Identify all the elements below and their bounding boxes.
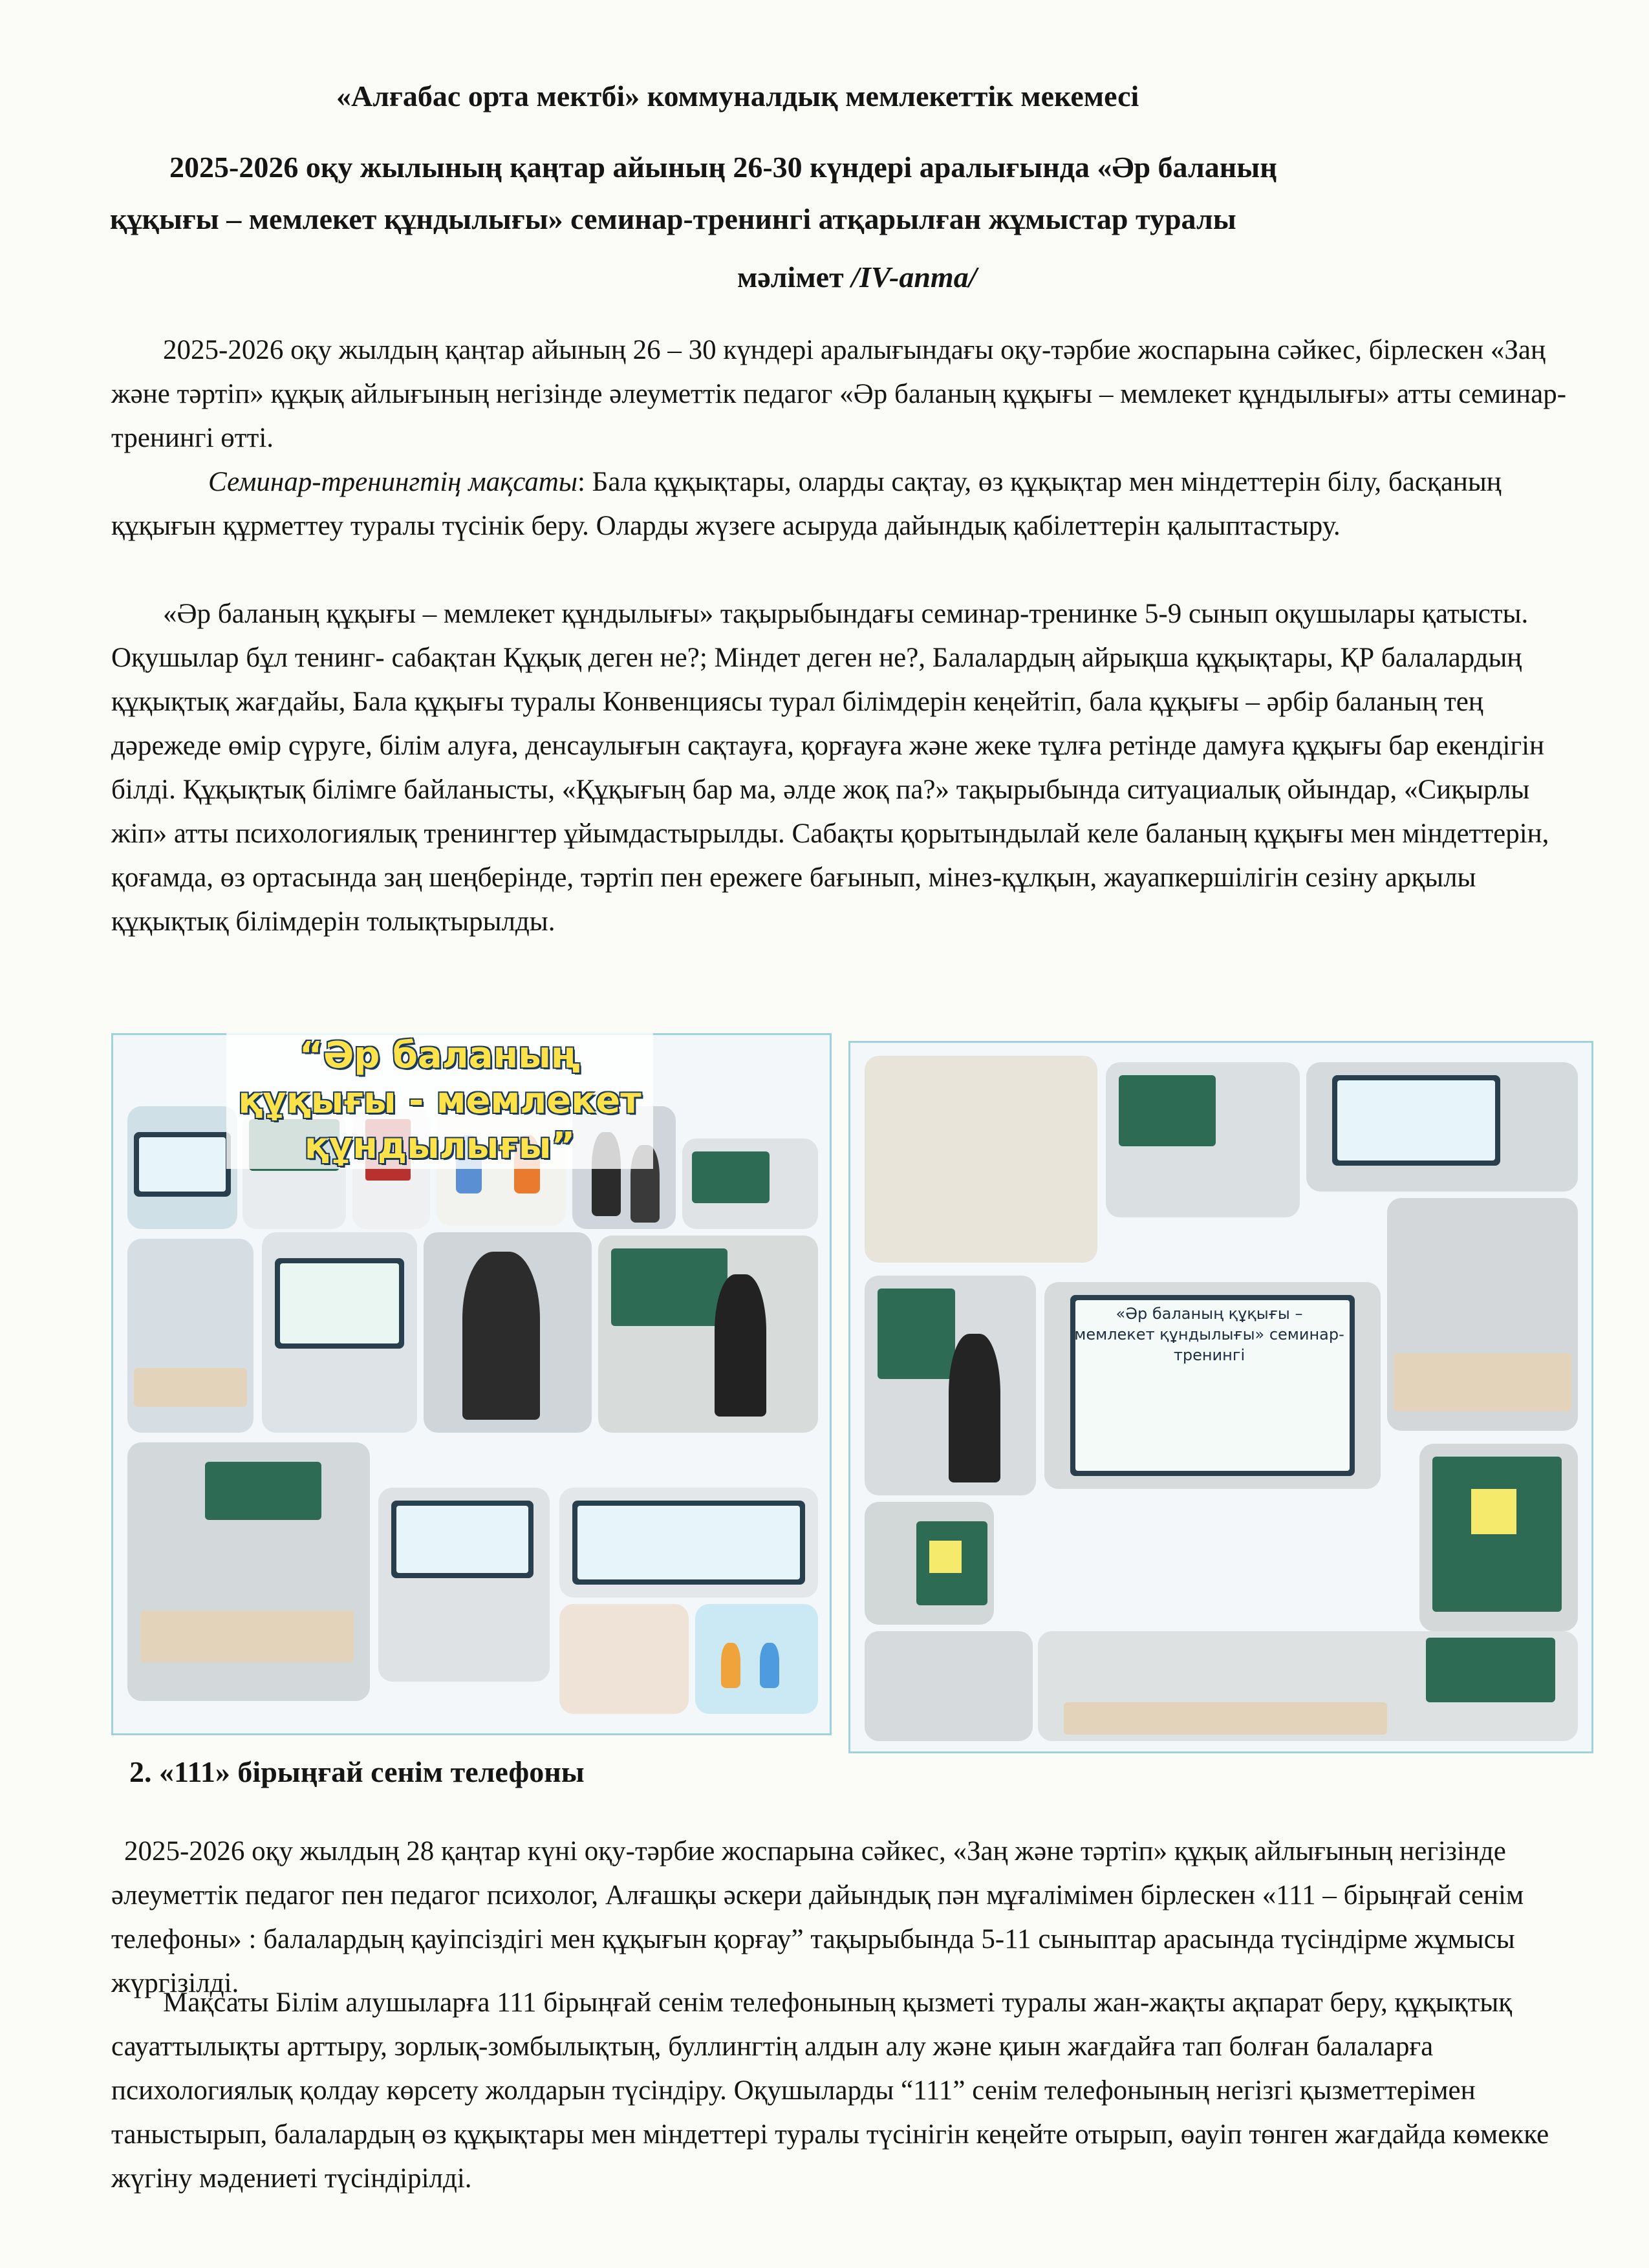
collage-banner-title: “Әр баланың құқығы - мемлекет құндылығы” bbox=[226, 1033, 653, 1169]
goal-lead: Семинар-тренингтің мақсаты bbox=[208, 467, 577, 497]
photo-boy-at-board bbox=[865, 1276, 1036, 1495]
photo-class-screen bbox=[378, 1488, 550, 1682]
photo-un-slide bbox=[559, 1488, 818, 1598]
goal-text: : Бала құқықтары, оларды сақтау, өз құқықтар мен міндеттерін білу, басқаның құқығын құрметтеу туралы түсінік беру. Оларды жүзеге асыруда дайындық қабілеттерін қалыптастыру. bbox=[111, 467, 1502, 541]
goal-paragraph bbox=[111, 460, 1586, 548]
photo-classroom-screen bbox=[1306, 1062, 1578, 1192]
photo-presentation-screen bbox=[262, 1232, 417, 1433]
photo-students-at-desks bbox=[127, 1239, 253, 1433]
seminar-description-paragraph: «Әр баланың құқығы – мемлекет құндылығы» тақырыбындағы семинар-тренинке 5-9 сынып оқушылары қатысты. Оқушылар бұл тенинг- сабақтан Құқық деген не?; Міндет деген не?, Балалардың айрықша құқықтары, ҚР балалардың құқықтық жағдайы, Бала құқығы туралы Конвенциясы турал білімдерін кеңейтіп, бала құқығы – әрбір баланың тең дәрежеде өмір сүруге, білім алуға, денсаулығын сақтауға, қорғауға және жеке тұлға ретінде дамуға құқығы бар екендігін білді. Құқықтық білімге байланысты, «Құқығың бар ма, әлде жоқ па?» тақырыбында ситуациалық ойындар, «Сиқырлы жіп» атты психологиялық тренингтер ұйымдастырылды. Сабақты қорытындылай келе баланың құқығы мен міндеттерін, қоғамда, өз ортасында заң шеңберінде, тәртіп пен ережеге бағынып, мінез-құлқын, жауапкершілігін сезіну арқылы құқықтық білімдерін толықтырылды. bbox=[111, 599, 1549, 937]
photo-teacher-closeup bbox=[424, 1232, 592, 1433]
report-title-line-3 bbox=[737, 260, 976, 294]
week-label: /IV-апта/ bbox=[851, 261, 977, 294]
photo-collage-right bbox=[848, 1041, 1593, 1753]
report-title-line-1: 2025-2026 оқу жылының қаңтар айының 26-30 күндері аралығында «Әр баланың bbox=[169, 151, 1277, 184]
photo-cartoon-slide bbox=[695, 1604, 818, 1714]
hotline-paragraph: 2025-2026 оқу жылдың 28 қаңтар күні оқу-тәрбие жоспарына сәйкес, «Заң және тәртіп» құқық айлығының негізінде әлеуметтік педагог пен педагог психолог, Алғашқы әскери дайындық пән мұғалімімен бірлескен «111 – бірыңғай сенім телефоны» : балалардың қауіпсіздігі мен құқығын қорғау” тақырыбында 5-11 сыныптар арасында түсіндірме жұмысы жүргізілді. bbox=[111, 1836, 1524, 1998]
photo-classroom-board bbox=[682, 1139, 818, 1229]
photo-board-activity bbox=[598, 1236, 818, 1433]
photo-sticky-note-board bbox=[1419, 1444, 1578, 1631]
intro-paragraph: 2025-2026 оқу жылдың қаңтар айының 26 – 30 күндері аралығындағы оқу-тәрбие жоспарына сәйкес, бірлескен «Заң және тәртіп» құқық айлығының негізінде әлеуметтік педагог «Әр баланың құқығы – мемлекет құндылығы» атты семинар-тренингі өтті. bbox=[111, 335, 1567, 453]
photo-teacher-at-board bbox=[1106, 1062, 1300, 1217]
photo-students-group bbox=[865, 1631, 1033, 1741]
photo-classroom-rows bbox=[1038, 1631, 1578, 1741]
photo-paper-wall bbox=[865, 1056, 1097, 1263]
report-title-line-2: құқығы – мемлекет құндылығы» семинар-тренингі атқарылған жұмыстар туралы bbox=[110, 202, 1236, 235]
seminar-slide-title: «Әр баланың құқығы – мемлекет құндылығы» семинар-тренингі bbox=[1074, 1305, 1344, 1364]
school-name-heading: «Алғабас орта мектбі» коммуналдық мемлекеттік мекемесі bbox=[336, 80, 1139, 112]
hotline-goal-paragraph: Мақсаты Білім алушыларға 111 бірыңғай сенім телефонының қызметі туралы жан-жақты ақпарат беру, құқықтық сауаттылықты арттыру, зорлық-зомбылықтың, буллингтің алдын алу және қиын жағдайға тап болған балаларға психологиялық қолдау көрсету жолдарын түсіндіру. Оқушыларды “111” сенім телефонының негізгі қызметтерімен таныстырып, балалардың өз құқықтары мен міндеттері туралы түсінігін кеңейте отырып, өауіп төнген жағдайда көмекке жүгіну мәдениеті түсіндірілді. bbox=[111, 1987, 1549, 2194]
section-2-heading: 2. «111» бірыңғай сенім телефоны bbox=[129, 1755, 585, 1788]
photo-slide-screen bbox=[127, 1106, 237, 1229]
photo-student-profile bbox=[865, 1502, 994, 1625]
report-title-word: мәлімет bbox=[737, 261, 852, 294]
photo-students-seated bbox=[1387, 1198, 1578, 1431]
photo-classroom-wide bbox=[127, 1442, 370, 1701]
photo-paper-strips bbox=[559, 1604, 689, 1714]
